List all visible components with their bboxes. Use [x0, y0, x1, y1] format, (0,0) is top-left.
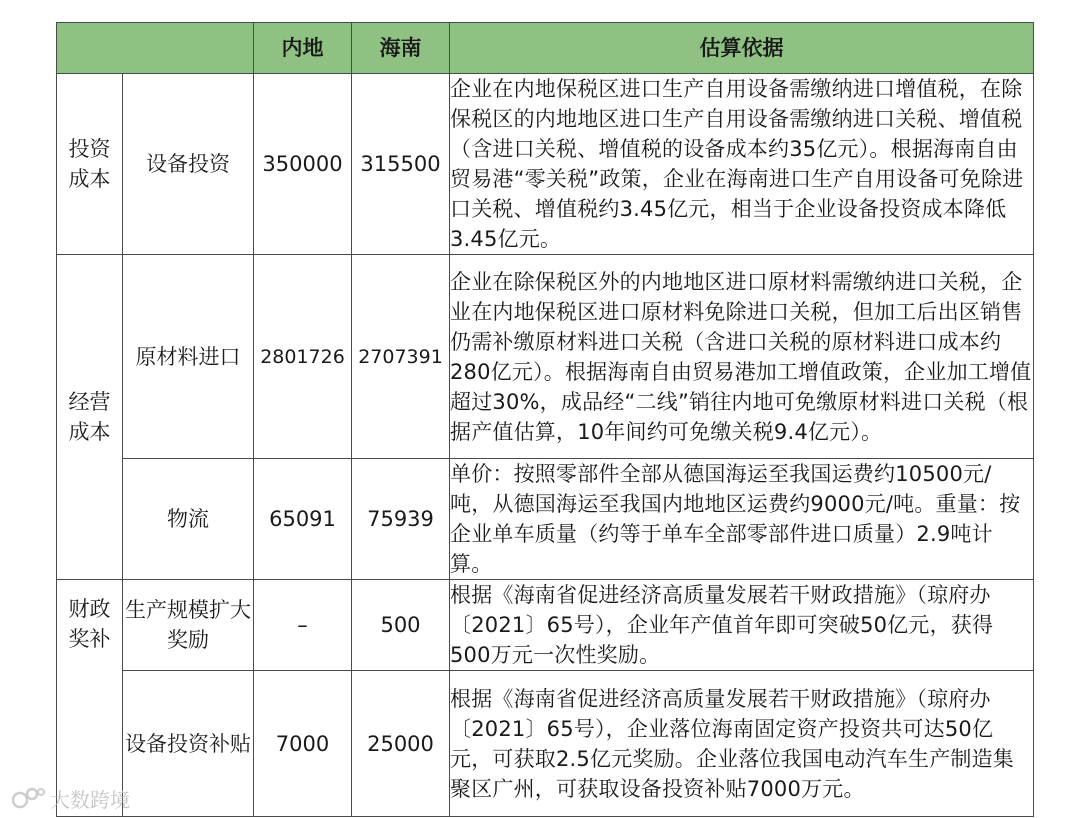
category-operating-cost [57, 255, 123, 580]
table-header-row [57, 23, 1034, 74]
table-row [57, 580, 1034, 671]
hainan-value: 315500 [352, 74, 450, 255]
hainan-value: 2707391 [352, 255, 450, 459]
mainland-value: 7000 [254, 671, 352, 817]
category-investment-cost [57, 74, 123, 255]
basis-text: 根据《海南省促进经济高质量发展若干财政措施》（琼府办〔2021〕65号），企业年产值首年即可突破50亿元，获得500万元一次性奖励。 [450, 580, 1034, 671]
item-cell: 设备投资 [123, 74, 254, 255]
mainland-value: 65091 [254, 459, 352, 580]
hainan-value: 25000 [352, 671, 450, 817]
item-cell: 设备投资补贴 [123, 671, 254, 817]
category-label: 经营成本 [68, 390, 111, 444]
category-fiscal-subsidy [57, 580, 123, 817]
item-cell: 原材料进口 [123, 255, 254, 459]
header-mainland: 内地 [254, 23, 352, 74]
hainan-value: 500 [352, 580, 450, 671]
mainland-value: 2801726 [254, 255, 352, 459]
basis-text: 企业在内地保税区进口生产自用设备需缴纳进口增值税，在除保税区的内地地区进口生产自用设备需缴纳进口关税、增值税（含进口关税、增值税的设备成本约35亿元）。根据海南自由贸易港“零关税”政策，企业在海南进口生产自用设备可免除进口关税、增值税约3.45亿元，相当于企业设备投资成本降低3.45亿元。 [450, 74, 1034, 255]
item-cell: 物流 [123, 459, 254, 580]
watermark [12, 784, 130, 812]
header-basis: 估算依据 [450, 23, 1034, 74]
header-blank-cell [57, 23, 254, 74]
item-cell: 生产规模扩大奖励 [123, 580, 254, 671]
cost-comparison-table [56, 22, 1034, 817]
category-label: 财政奖补 [68, 597, 111, 651]
basis-text: 企业在除保税区外的内地地区进口原材料需缴纳进口关税，企业在内地保税区进口原材料免除进口关税，但加工后出区销售仍需补缴原材料进口关税（含进口关税的原材料进口成本约280亿元）。根据海南自由贸易港加工增值政策，企业加工增值超过30%，成品经“二线”销往内地可免缴原材料进口关税（根据产值估算，10年间约可免缴关税9.4亿元）。 [450, 255, 1034, 459]
category-label: 投资成本 [68, 137, 111, 191]
mainland-value: 350000 [254, 74, 352, 255]
mainland-value: – [254, 580, 352, 671]
table-row [57, 671, 1034, 817]
table-row [57, 255, 1034, 459]
basis-text: 根据《海南省促进经济高质量发展若干财政措施》（琼府办〔2021〕65号），企业落位海南固定资产投资共可达50亿元，可获取2.5亿元奖励。企业落位我国电动汽车生产制造集聚区广州，可获取设备投资补贴7000万元。 [450, 671, 1034, 817]
logo-icon [12, 786, 46, 810]
header-hainan: 海南 [352, 23, 450, 74]
table-row [57, 74, 1034, 255]
watermark-text: 大数跨境 [50, 787, 130, 812]
hainan-value: 75939 [352, 459, 450, 580]
basis-text: 单价：按照零部件全部从德国海运至我国运费约10500元/吨，从德国海运至我国内地地区运费约9000元/吨。重量：按企业单车质量（约等于单车全部零部件进口质量）2.9吨计算。 [450, 459, 1034, 580]
table-row [57, 459, 1034, 580]
